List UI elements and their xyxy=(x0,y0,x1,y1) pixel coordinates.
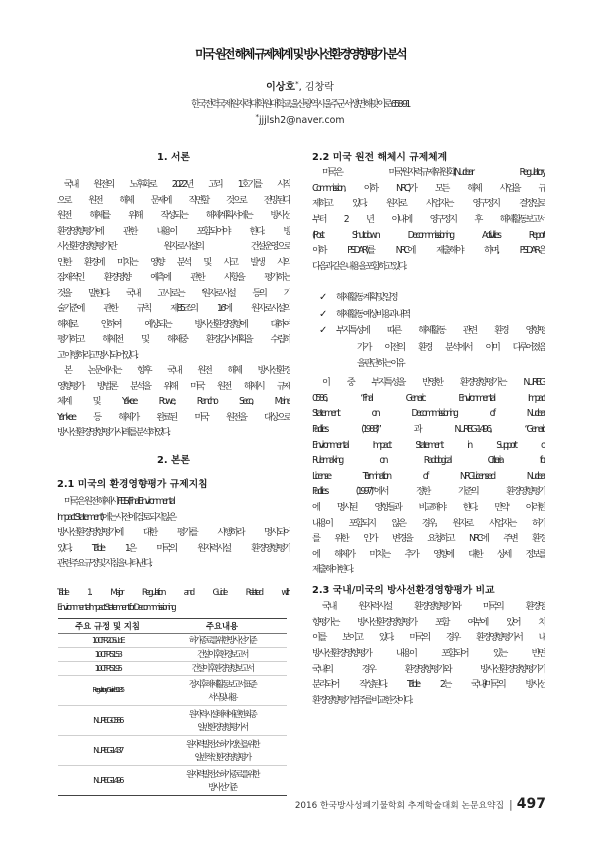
table-1-caption xyxy=(57,586,290,616)
checkmark-icon: ✓ xyxy=(319,308,328,320)
content-cell xyxy=(157,662,287,676)
text-line: Environmental Impact Statement for Decommissioning xyxy=(57,602,175,613)
regulation-name: 10CFR 51.95 xyxy=(94,663,121,674)
psdar-checklist xyxy=(312,290,545,373)
content-cell xyxy=(157,648,287,662)
text-line: 0586, “Final Generic Environmental Impact xyxy=(312,392,545,404)
text-line: 분리되어 작성된다. Table 2는 국내/미국의 방사선 xyxy=(312,679,545,691)
text-line: 있다. Table 1은 미국의 원자력시설 환경영향평가 xyxy=(57,542,290,554)
affiliation: 한국전력국제원자력대학원대학교, 울산광역시 울주군 서생면 해맞이로 658-91 xyxy=(191,99,409,110)
content-cell xyxy=(157,676,287,706)
page-footer xyxy=(295,796,546,812)
text-line: 를 위한 인가 변경을 요청하고 NRC에 주변 환경 xyxy=(312,533,545,545)
corresponding-author: 이상호 xyxy=(266,82,296,93)
text-line: Facilities (1997)”에서 정한 기준의 환경영향평가 xyxy=(312,486,545,498)
content-cell xyxy=(157,634,287,648)
text-line: 고 이행하라고 명시되어 있다. xyxy=(57,349,137,361)
checkmark-icon: ✓ xyxy=(319,325,328,337)
content-cell xyxy=(157,706,287,736)
text-line: 이를 보이고 있다. 미국의 경우 환경영향평가서 내 xyxy=(312,632,545,644)
checklist-item xyxy=(312,307,545,324)
content-line: 허가종료를 위한 방사선 기준 xyxy=(188,635,256,646)
text-line: 미국은 미국원자력규제위원회(Nuclear Regulatory xyxy=(322,167,545,179)
table-row xyxy=(58,766,287,796)
paper-title: 미국 원전 해체 규제체계 및 방사선환경영향평가 분석 xyxy=(194,47,406,61)
introduction-paragraph-2 xyxy=(57,363,290,441)
text-line: 제출해야 한다. xyxy=(312,564,352,576)
text-line: 해체 활동 계획 및 일정 xyxy=(336,292,397,303)
section-2-2-paragraph-after-list xyxy=(312,375,545,578)
text-line: 체계 및 Yakee Rowe, Rancho Seco, Maine xyxy=(57,396,290,408)
regulation-cell xyxy=(58,736,157,766)
text-line: License Termination of NRC-Licensed Nuclear xyxy=(312,470,545,482)
section-heading-introduction: 1. 서론 xyxy=(157,152,190,163)
co-authors: , 김창락 xyxy=(298,82,334,93)
regulation-name: 10CFR 51.53 xyxy=(94,649,121,660)
regulation-cell xyxy=(58,766,157,796)
content-line: 원자력시설 해체에 관한 최종 xyxy=(188,709,256,719)
checklist-item xyxy=(312,290,545,307)
content-line: 정지후 해체활동보고서 표준 xyxy=(188,679,256,689)
text-line: 부지특성에 따른 해체활동 관련 환경 영향평 xyxy=(336,325,545,337)
text-line: 인한 환경에 미치는 영향 분석 및 사고 발생 시의 xyxy=(57,256,290,268)
content-line: 원자력발전소 허가종료를 위한 xyxy=(186,769,258,779)
regulation-cell xyxy=(58,706,157,736)
text-line: 가가 이전의 환경 분석에서 이미 다루어졌음 xyxy=(357,341,545,353)
text-line: 제하고 있다. 원자로 사업자는 영구정지 결정일로 xyxy=(312,198,545,210)
email-address: jjjlsh2@naver.com xyxy=(258,115,345,126)
email-line xyxy=(0,113,600,128)
text-line: 술기준에 관한 규칙 제85조의 16’에 원자로시설의 xyxy=(57,303,290,315)
text-line: 방사선환경영향평가 사례를 분석하였다. xyxy=(57,427,169,439)
text-line: 으로 원전 해체 문제에 직면할 것으로 전망된다. xyxy=(57,194,290,206)
content-cell xyxy=(157,736,287,766)
section-2-1-paragraph xyxy=(57,494,290,572)
text-line: 국내의 경우 환경영향평가와 방사선환경영향평가가 xyxy=(312,663,545,675)
email-mark: * xyxy=(255,113,259,121)
regulation-name: Regulatory Guide 1.185 xyxy=(92,685,123,695)
text-line: 해체 활동 예상비용과 내역 xyxy=(336,308,409,320)
author-line xyxy=(0,80,600,95)
content-line: 건설 이후 환경영향보고서 xyxy=(191,663,253,674)
table-header-row xyxy=(58,619,287,634)
text-line: 방사선환경영향평가 내용이 포함되어 있는 반면, xyxy=(312,647,545,659)
text-line: Facilities (1988)” 과 NUREG-1496, “Generic xyxy=(312,423,545,435)
text-line: (Post Shutdown Decommissioning Activities Report, xyxy=(312,229,545,241)
text-line: 관련 주요 규정 및 지침을 나타낸다. xyxy=(57,558,151,570)
regulation-name: 10CFR20 Sub E xyxy=(91,635,124,646)
regulation-name: NUREG-1437 xyxy=(93,745,122,756)
checkmark-icon: ✓ xyxy=(319,292,328,303)
text-line: 것을 말한다. 국내 고시로는 ‘원자로시설 등의 기 xyxy=(57,287,290,299)
section-heading-main-body: 2. 본론 xyxy=(157,455,190,466)
checklist-item-text xyxy=(336,323,545,373)
table-row xyxy=(58,736,287,766)
content-line: 일반적인 환경영향평가 xyxy=(194,751,250,762)
text-line: 영향평가 방법론 분석을 위해 미국 원전 해체시 규제 xyxy=(57,380,290,392)
text-line: 미국은 원전 해체시 FEIS (Final Environmental xyxy=(64,496,174,508)
text-line: 해체로 인하여 예상되는 방사선환경영향에 대하여 xyxy=(57,318,290,330)
text-line: 이 중 부지특성을 반영한 환경영향평가는 NUREG- xyxy=(322,377,545,389)
checklist-item-text xyxy=(336,290,545,307)
text-line: 내용이 포함되지 않은 경우, 원자로 사업자는 허가 xyxy=(312,517,545,529)
table-row xyxy=(58,634,287,648)
column-header-content: 주요내용 xyxy=(157,619,287,634)
text-line: Environmental Impact Statement in Support of xyxy=(312,439,545,451)
text-line: Yankee 등 해체가 완료된 미국 원전을 대상으로 xyxy=(57,411,290,423)
section-heading-2-3: 2.3 국내/미국의 방사선환경영향평가 비교 xyxy=(312,585,495,596)
introduction-paragraph-1 xyxy=(57,177,290,363)
proceedings-title: 2016 한국방사성폐기물학회 추계학술대회 논문요약집 xyxy=(294,801,505,811)
text-line: Statement on Decommissioning of Nuclear xyxy=(312,408,545,420)
content-line: 서식 및 내용 xyxy=(208,691,236,702)
text-line: 부터 2 년 이내에 영구정지 후 해체활동보고서 xyxy=(312,213,545,225)
table-1 xyxy=(58,618,287,796)
table-row xyxy=(58,648,287,662)
table-row xyxy=(58,676,287,706)
text-line: Commission, 이하 NRC)가 모든 해체 사업을 규 xyxy=(312,182,545,194)
text-line: 에 명시된 영향들과 비교해야 한다. 만약 이러한 xyxy=(312,501,545,513)
column-header-regulation: 주요 규정 및 지침 xyxy=(58,619,157,634)
text-line: Rulemaking on Radiological Criteria for xyxy=(312,455,545,467)
text-line: 본 논문에서는 향후 국내 원전 해체 방사선환경 xyxy=(64,365,290,377)
text-line: 환경영향평가에 관한 내용이 포함되어야 한다. 방 xyxy=(57,225,290,237)
regulation-name: NUREG-0586 xyxy=(93,715,122,726)
checklist-item-text xyxy=(336,307,545,324)
text-line: 원전 해체를 위해 작성되는 해체계획서에는 방사선 xyxy=(57,210,290,222)
section-2-3-paragraph xyxy=(312,599,545,708)
section-2-2-paragraph xyxy=(312,165,545,274)
text-line: 을 판단하는 이유 xyxy=(357,358,404,370)
regulation-name: NUREG-1496 xyxy=(93,775,122,786)
content-line: 원자력발전소 허가갱신을 위한 xyxy=(186,739,258,749)
text-line: 평가하고 해체전 및 해체중 환경감시계획을 수립하 xyxy=(57,334,290,346)
text-line: 환경영향평가 범주를 비교한 것이다. xyxy=(312,694,412,706)
text-line: 다음과 같은 내용을 포함하고 있다. xyxy=(312,260,406,272)
section-heading-2-2: 2.2 미국 원전 해체시 규제체계 xyxy=(312,152,448,163)
text-line: 향평가는 방사선환경영향평가 포함 여부에 있어 차 xyxy=(312,616,545,628)
content-line: 건설 이후 환경보고서 xyxy=(197,649,247,660)
text-line: 사선환경영향평가란 원자로시설의 건설·운영으로 xyxy=(57,241,290,253)
text-line: Impact Statement)에는 사전에 검토되지 않은 xyxy=(57,511,175,523)
content-cell xyxy=(157,766,287,796)
regulation-cell xyxy=(58,662,157,676)
text-line: 에 해체가 미치는 추가 영향에 대한 상세 정보를 xyxy=(312,548,545,560)
regulation-cell xyxy=(58,634,157,648)
text-line: 잠재적인 환경영향 예측에 관한 사항을 평가하는 xyxy=(57,272,290,284)
text-line: 이하 PSDAR)를 NRC에 제출해야 하며, PSDAR은 xyxy=(312,245,545,257)
table-row xyxy=(58,662,287,676)
text-line: Table 1. Major Regulation and Guide Related with xyxy=(57,587,290,598)
text-line: 국내 원자력시설 환경영향평가와 미국의 환경영 xyxy=(322,601,545,613)
content-line: 방사선기준 xyxy=(208,781,236,792)
corresponding-author-mark: * xyxy=(295,80,299,88)
section-heading-2-1: 2.1 미국의 환경영향평가 규제지침 xyxy=(57,479,208,490)
regulation-cell xyxy=(58,676,157,706)
page-number: 497 xyxy=(516,796,546,812)
content-line: 일반환경영향평가서 xyxy=(197,721,247,732)
footer-separator: | xyxy=(509,798,513,811)
checklist-item xyxy=(312,323,545,373)
table-row xyxy=(58,706,287,736)
regulation-cell xyxy=(58,648,157,662)
text-line: 방사선환경영향평가에 대한 평가를 시행하라 명시되어 xyxy=(57,527,290,539)
text-line: 국내 원전의 노후화로 2022년 고리 1호기를 시작 xyxy=(64,179,290,191)
